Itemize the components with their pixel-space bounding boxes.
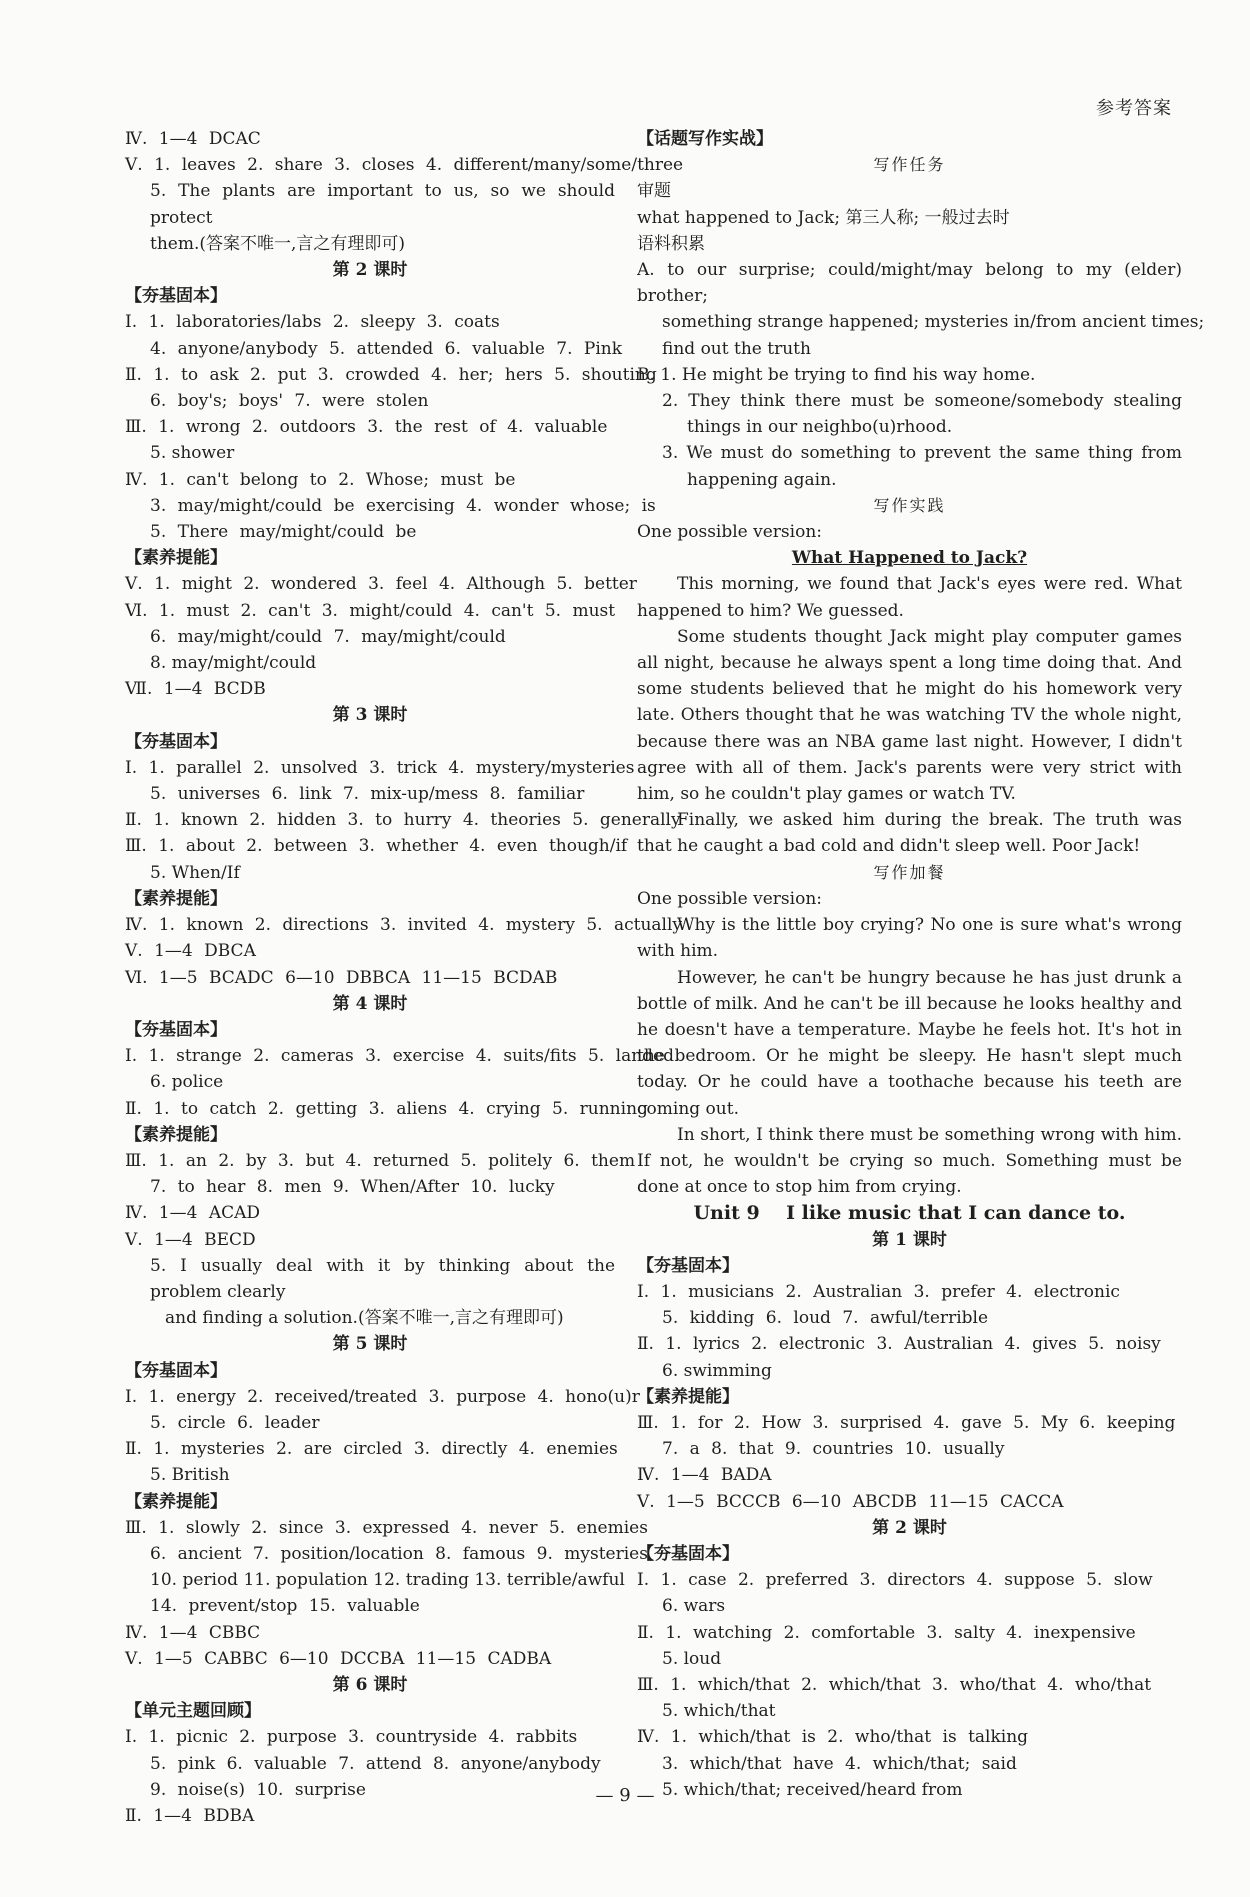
answer-line: Ⅳ. 1. can't belong to 2. Whose; must be [125, 469, 516, 490]
answer-line: 5. There may/might/could be [150, 522, 417, 543]
answer-line: 5. kidding 6. loud 7. awful/terrible [662, 1308, 989, 1329]
answer-line: 14. prevent/stop 15. valuable [150, 1596, 420, 1617]
section-heading: 【夯基固本】 [637, 1543, 739, 1564]
answer-line: Ⅲ. 1. wrong 2. outdoors 3. the rest of 4. valuable [125, 417, 608, 438]
answer-line: find out the truth [662, 338, 811, 359]
essay-title: What Happened to Jack? [791, 548, 1028, 569]
answer-line: Ⅶ. 1—4 BCDB [125, 679, 266, 700]
answer-line: Ⅳ. 1. which/that is 2. who/that is talking [637, 1727, 1029, 1748]
answer-line: Ⅱ. 1. to ask 2. put 3. crowded 4. her; hers 5. shouting [125, 364, 657, 385]
section-heading: 【夯基固本】 [125, 731, 227, 752]
label-text: One possible version: [637, 888, 822, 909]
answer-line: Ⅰ. 1. energy 2. received/treated 3. purpose 4. hono(u)r [125, 1386, 640, 1407]
section-heading: 【夯基固本】 [637, 1255, 739, 1276]
essay-paragraph: Some students thought Jack might play computer games all night, because he always spent a long time doing that. And some students believed that he might do his homework very late. Others thought that he was watching TV the whole night, because there was an NBA game last night. However, I didn't agree with all of them. Jack's parents were very strict with him, so he couldn't play games or watch TV. [637, 626, 1182, 805]
answer-line: 5. I usually deal with it by thinking about the problem clearly [150, 1255, 615, 1302]
answer-line: 8. may/might/could [150, 653, 317, 674]
label-text: 语料积累 [637, 233, 705, 254]
answer-line: Ⅴ. 1. leaves 2. share 3. closes 4. different/many/some/three [125, 155, 684, 176]
answer-line: Ⅲ. 1. which/that 2. which/that 3. who/that 4. who/that [637, 1674, 1152, 1695]
answer-line: A. to our surprise; could/might/may belong to my (elder) brother; [637, 260, 1182, 307]
answer-line: Ⅴ. 1—5 CABBC 6—10 DCCBA 11—15 CADBA [125, 1648, 552, 1669]
answer-line: 5. which/that; received/heard from [662, 1779, 963, 1800]
right-column [637, 126, 1205, 1803]
answer-line: 7. a 8. that 9. countries 10. usually [662, 1439, 1005, 1460]
answer-line: B. 1. He might be trying to find his way home. [637, 364, 1036, 385]
answer-line: Ⅴ. 1. might 2. wondered 3. feel 4. Although 5. better [125, 574, 637, 595]
answer-line: 3. which/that have 4. which/that; said [662, 1753, 1017, 1774]
lesson-heading: 第 1 课时 [872, 1229, 947, 1250]
section-heading: 【素养提能】 [125, 888, 227, 909]
section-heading: 【夯基固本】 [125, 1360, 227, 1381]
answer-line: 6. swimming [662, 1360, 772, 1381]
answer-line: 6. wars [662, 1596, 726, 1617]
answer-line: 2. They think there must be someone/somebody stealing things in our neighbo(u)rhood. [662, 391, 1182, 438]
answer-line: 5. circle 6. leader [150, 1412, 320, 1433]
essay-paragraph: This morning, we found that Jack's eyes were red. What happened to him? We guessed. [637, 574, 1182, 621]
answer-line: Ⅰ. 1. parallel 2. unsolved 3. trick 4. mystery/mysteries [125, 757, 635, 778]
writing-subtask-heading: 写作任务 [873, 155, 946, 175]
answer-line: Ⅰ. 1. strange 2. cameras 3. exercise 4. suits/fits 5. landed [125, 1046, 674, 1067]
answer-line: something strange happened; mysteries in/from ancient times; [662, 312, 1205, 333]
answer-line: Ⅳ. 1—4 ACAD [125, 1203, 261, 1224]
answer-line: Ⅴ. 1—4 DBCA [125, 941, 256, 962]
unit-heading: Unit 9 I like music that I can dance to. [693, 1202, 1126, 1225]
answer-line: Ⅴ. 1—4 BECD [125, 1229, 256, 1250]
lesson-heading: 第 2 课时 [332, 260, 408, 281]
answer-line: 7. to hear 8. men 9. When/After 10. lucky [150, 1177, 555, 1198]
answer-line: Ⅱ. 1. known 2. hidden 3. to hurry 4. theories 5. generally [125, 810, 681, 831]
answer-line: Ⅰ. 1. musicians 2. Australian 3. prefer 4. electronic [637, 1281, 1120, 1302]
answer-line: 5. universes 6. link 7. mix-up/mess 8. familiar [150, 784, 585, 805]
lesson-heading: 第 2 课时 [872, 1517, 947, 1538]
answer-line: 4. anyone/anybody 5. attended 6. valuable 7. Pink [150, 338, 623, 359]
essay-paragraph: However, he can't be hungry because he has just drunk a bottle of milk. And he can't be ill because he looks healthy and he doesn't have a temperature. Maybe he feels hot. It's hot in the bedroom. Or he might be sleepy. He hasn't slept much today. Or he could have a toothache because his teeth are coming out. [637, 967, 1182, 1119]
answer-line: 6. ancient 7. position/location 8. famous 9. mysteries [150, 1543, 648, 1564]
answer-line: 6. may/might/could 7. may/might/could [150, 626, 506, 647]
answer-line: Ⅱ. 1. lyrics 2. electronic 3. Australian 4. gives 5. noisy [637, 1334, 1161, 1355]
answer-line: them.(答案不唯一,言之有理即可) [150, 233, 406, 254]
answer-line: 9. noise(s) 10. surprise [150, 1779, 366, 1800]
answer-line: Ⅱ. 1. watching 2. comfortable 3. salty 4. inexpensive [637, 1622, 1136, 1643]
answer-line: 5. The plants are important to us, so we should protect [150, 181, 615, 228]
lesson-heading: 第 5 课时 [332, 1334, 408, 1355]
section-heading: 【单元主题回顾】 [125, 1701, 261, 1722]
answer-line: Ⅳ. 1—4 CBBC [125, 1622, 261, 1643]
answer-line: 5. shower [150, 443, 235, 464]
answer-line: Ⅴ. 1—5 BCCCB 6—10 ABCDB 11—15 CACCA [637, 1491, 1064, 1512]
answer-line: Ⅰ. 1. picnic 2. purpose 3. countryside 4. rabbits [125, 1727, 578, 1748]
lesson-heading: 第 3 课时 [332, 705, 408, 726]
answer-line: 5. pink 6. valuable 7. attend 8. anyone/anybody [150, 1753, 601, 1774]
answer-line: Ⅲ. 1. about 2. between 3. whether 4. even though/if [125, 836, 628, 857]
answer-line: Ⅰ. 1. case 2. preferred 3. directors 4. suppose 5. slow [637, 1570, 1153, 1591]
section-heading: 【夯基固本】 [125, 286, 227, 307]
essay-paragraph: In short, I think there must be something wrong with him. If not, he wouldn't be crying so much. Something must be done at once to stop him from crying. [637, 1124, 1182, 1198]
label-text: One possible version: [637, 522, 822, 543]
answer-line: 6. boy's; boys' 7. were stolen [150, 391, 429, 412]
answer-line: 5. loud [662, 1648, 722, 1669]
answer-line: Ⅲ. 1. an 2. by 3. but 4. returned 5. politely 6. them [125, 1150, 636, 1171]
answer-line: Ⅱ. 1—4 BDBA [125, 1806, 255, 1826]
answer-line: 5. When/If [150, 862, 240, 883]
answer-line: Ⅳ. 1. known 2. directions 3. invited 4. mystery 5. actually [125, 915, 683, 936]
answer-line: Ⅱ. 1. mysteries 2. are circled 3. directly 4. enemies [125, 1439, 618, 1460]
writing-subtask-heading: 写作实践 [873, 495, 946, 515]
answer-line: 5. which/that [662, 1701, 776, 1722]
section-heading: 【素养提能】 [125, 1124, 227, 1145]
answer-line: Ⅵ. 1—5 BCADC 6—10 DBBCA 11—15 BCDAB [125, 967, 558, 988]
section-heading: 【话题写作实战】 [637, 129, 773, 149]
running-header: 参考答案 [1096, 98, 1172, 119]
page-number: — 9 — [595, 1785, 655, 1806]
answer-line: 6. police [150, 1072, 224, 1093]
writing-subtask-heading: 写作加餐 [873, 862, 946, 882]
answer-line: Ⅳ. 1—4 DCAC [125, 129, 261, 149]
section-heading: 【素养提能】 [637, 1386, 739, 1407]
essay-paragraph: Finally, we asked him during the break. The truth was that he caught a bad cold and didn't sleep well. Poor Jack! [637, 810, 1182, 857]
answer-line: Ⅲ. 1. slowly 2. since 3. expressed 4. never 5. enemies [125, 1517, 648, 1538]
lesson-heading: 第 4 课时 [332, 993, 408, 1014]
answer-line: 3. We must do something to prevent the same thing from happening again. [662, 443, 1182, 490]
lesson-heading: 第 6 课时 [332, 1674, 408, 1695]
answer-line: Ⅵ. 1. must 2. can't 3. might/could 4. can't 5. must [125, 600, 616, 621]
answer-line: 10. period 11. population 12. trading 13. terrible/awful [150, 1570, 625, 1591]
answer-line: 5. British [150, 1465, 230, 1486]
section-heading: 【素养提能】 [125, 1491, 227, 1512]
answer-line: what happened to Jack; 第三人称; 一般过去时 [637, 207, 1010, 228]
answer-line: Ⅱ. 1. to catch 2. getting 3. aliens 4. crying 5. running [125, 1098, 648, 1119]
answer-line: Ⅲ. 1. for 2. How 3. surprised 4. gave 5. My 6. keeping [637, 1412, 1176, 1433]
section-heading: 【素养提能】 [125, 548, 227, 569]
essay-paragraph: Why is the little boy crying? No one is sure what's wrong with him. [637, 915, 1182, 962]
answer-line: Ⅰ. 1. laboratories/labs 2. sleepy 3. coats [125, 312, 500, 333]
label-text: 审题 [637, 181, 671, 202]
section-heading: 【夯基固本】 [125, 1019, 227, 1040]
answer-line: 3. may/might/could be exercising 4. wonder whose; is [150, 495, 656, 516]
answer-line: Ⅳ. 1—4 BADA [637, 1465, 772, 1486]
answer-line: and finding a solution.(答案不唯一,言之有理即可) [165, 1308, 564, 1329]
